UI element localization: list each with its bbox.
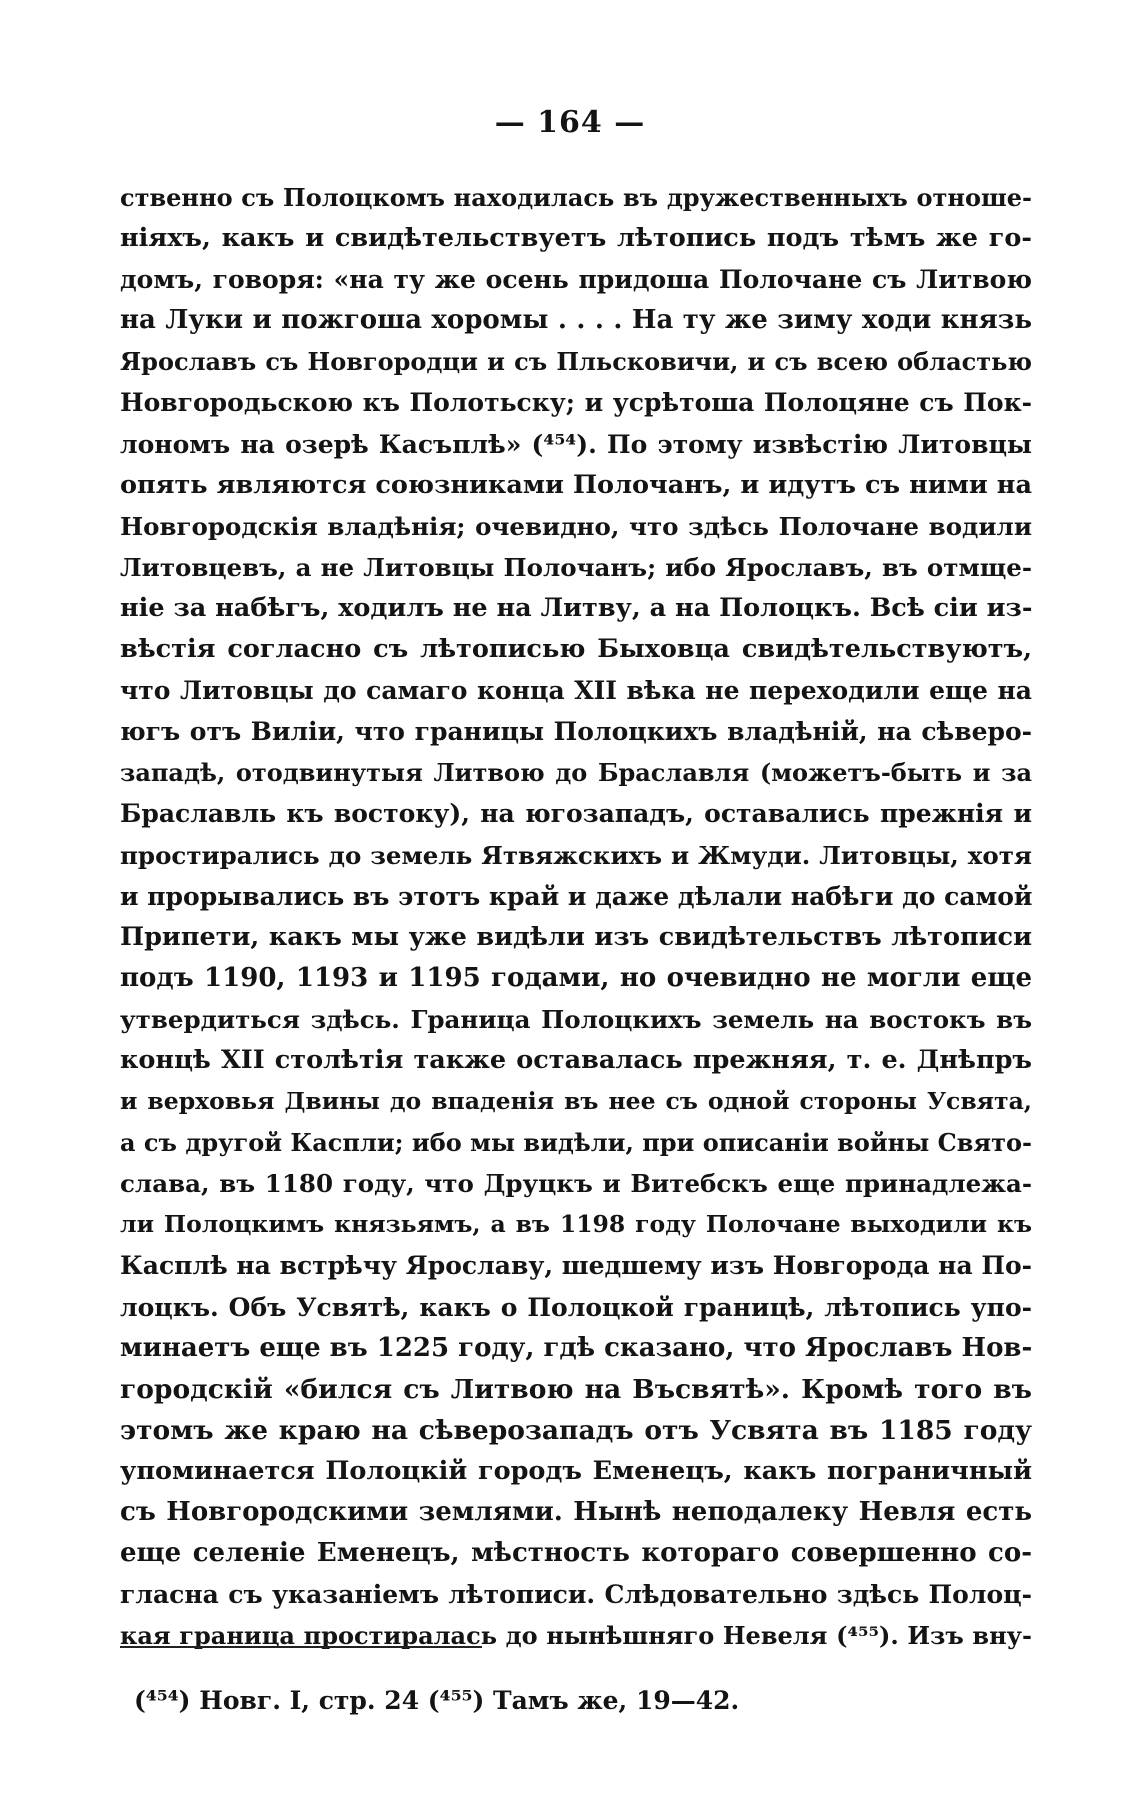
- text-line: и прорывались въ этотъ край и даже дѣлали набѣги до самой: [120, 881, 1033, 911]
- text-line: ственно съ Полоцкомъ находилась въ дружественныхъ отноше-: [120, 183, 1032, 212]
- footnotes: (⁴⁵⁴) Новг. I, стр. 24 (⁴⁵⁵) Тамъ же, 19—42.: [134, 1686, 740, 1715]
- text-line: ли Полоцкимъ князьямъ, а въ 1198 году Полочане выходили къ: [120, 1210, 1032, 1239]
- text-line: а съ другой Каспли; ибо мы видѣли, при описаніи войны Свято-: [120, 1128, 1032, 1158]
- text-line: опять являются союзниками Полочанъ, и идутъ съ ними на: [120, 469, 1032, 500]
- text-line: минаетъ еще въ 1225 году, гдѣ сказано, что Ярославъ Нов-: [120, 1332, 1033, 1363]
- text-line: слава, въ 1180 году, что Друцкъ и Витебскъ еще принадлежа-: [120, 1169, 1032, 1199]
- text-line: Литовцевъ, а не Литовцы Полочанъ; ибо Ярославъ, въ отмще-: [120, 552, 1032, 582]
- page-number: — 164 —: [494, 105, 646, 140]
- text-line: на Луки и пожгоша хоромы . . . . На ту же зиму ходи князь: [120, 305, 1032, 336]
- text-line: городскій «бился съ Литвою на Въсвятѣ». Кромѣ того въ: [120, 1373, 1032, 1405]
- text-line: Касплѣ на встрѣчу Ярославу, шедшему изъ Новгорода на По-: [120, 1251, 1032, 1281]
- text-line: ніяхъ, какъ и свидѣтельствуетъ лѣтопись подъ тѣмъ же го-: [120, 223, 1032, 254]
- text-line: этомъ же краю на сѣверозападъ отъ Усвята въ 1185 году: [120, 1414, 1032, 1446]
- text-line: и верховья Двины до впаденія въ нее съ одной стороны Усвята,: [120, 1087, 1032, 1116]
- text-line: Ярославъ съ Новгородци и съ Пльсковичи, и съ всею областью: [120, 347, 1032, 377]
- text-line: концѣ XII столѣтія также оставалась прежняя, т. е. Днѣпръ: [120, 1044, 1032, 1075]
- text-line: простирались до земель Ятвяжскихъ и Жмуди. Литовцы, хотя: [120, 840, 1032, 870]
- text-line: Новгородскія владѣнія; очевидно, что здѣсь Полочане водили: [120, 511, 1032, 541]
- text-line: лономъ на озерѣ Касъплѣ» (⁴⁵⁴). По этому извѣстію Литовцы: [120, 429, 1032, 459]
- text-line: Новгородьскою къ Полотьску; и усрѣтоша Полоцяне съ Пок-: [120, 388, 1032, 418]
- text-line: западѣ, отодвинутыя Литвою до Браславля (можетъ-быть и за: [120, 758, 1032, 788]
- text-line: съ Новгородскими землями. Нынѣ неподалеку Невля есть: [120, 1497, 1032, 1527]
- text-line: еще селеніе Еменецъ, мѣстность котораго совершенно со-: [120, 1538, 1032, 1569]
- footnote-divider: [120, 1646, 482, 1648]
- text-line: Припети, какъ мы уже видѣли изъ свидѣтельствъ лѣтописи: [120, 921, 1032, 952]
- text-line: утвердиться здѣсь. Граница Полоцкихъ земель на востокъ въ: [120, 1004, 1032, 1034]
- text-line: лоцкъ. Объ Усвятѣ, какъ о Полоцкой границѣ, лѣтопись упо-: [120, 1292, 1032, 1322]
- text-line: вѣстія согласно съ лѣтописью Быховца свидѣтельствуютъ,: [120, 634, 1032, 665]
- body-text: [120, 177, 1032, 1656]
- text-line: ніе за набѣгъ, ходилъ не на Литву, а на Полоцкъ. Всѣ сіи из-: [120, 592, 1033, 623]
- text-line: гласна съ указаніемъ лѣтописи. Слѣдовательно здѣсь Полоц-: [120, 1580, 1032, 1610]
- text-line: упоминается Полоцкій городъ Еменецъ, какъ пограничный: [120, 1455, 1032, 1486]
- text-line: кая граница простиралась до нынѣшняго Невеля (⁴⁵⁵). Изъ вну-: [120, 1621, 1032, 1651]
- text-line: подъ 1190, 1193 и 1195 годами, но очевидно не могли еще: [120, 962, 1032, 993]
- text-line: Браславль къ востоку), на югозападъ, оставались прежнія и: [120, 799, 1032, 829]
- text-line: что Литовцы до самаго конца XII вѣка не переходили еще на: [120, 676, 1032, 706]
- text-line: югъ отъ Виліи, что границы Полоцкихъ владѣній, на сѣверо-: [120, 717, 1032, 747]
- text-line: домъ, говоря: «на ту же осень придоша Полочане съ Литвою: [120, 265, 1032, 295]
